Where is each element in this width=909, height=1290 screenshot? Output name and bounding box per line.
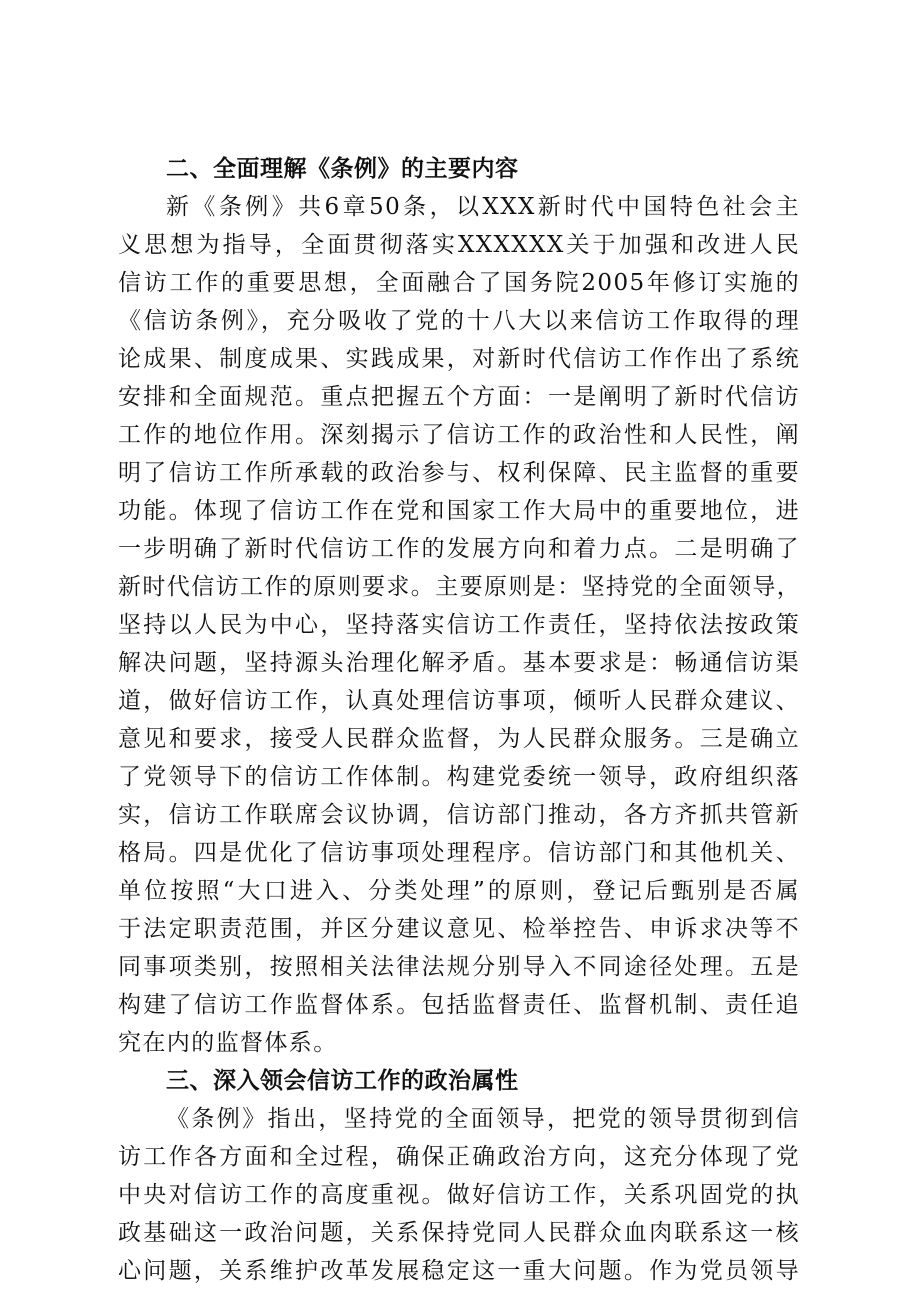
text-line: 同事项类别，按照相关法律法规分别导入不同途径处理。五是 bbox=[118, 954, 800, 980]
text-line: 构建了信访工作监督体系。包括监督责任、监督机制、责任追 bbox=[118, 992, 800, 1018]
text-line: 工作的地位作用。深刻揭示了信访工作的政治性和人民性，阐 bbox=[118, 422, 800, 448]
text-line: 道，做好信访工作，认真处理信访事项，倾听人民群众建议、 bbox=[118, 688, 800, 714]
text-line: 新时代信访工作的原则要求。主要原则是：坚持党的全面领导， bbox=[118, 574, 802, 600]
text-line: 坚持以人民为中心，坚持落实信访工作责任，坚持依法按政策 bbox=[118, 612, 800, 638]
text-line: 一步明确了新时代信访工作的发展方向和着力点。二是明确了 bbox=[118, 536, 800, 562]
text-line: 《条例》指出，坚持党的全面领导，把党的领导贯彻到信 bbox=[166, 1106, 800, 1132]
text-line: 《信访条例》，充分吸收了党的十八大以来信访工作取得的理 bbox=[118, 308, 800, 334]
text-line: 心问题，关系维护改革发展稳定这一重大问题。作为党员领导 bbox=[118, 1258, 800, 1284]
text-line: 于法定职责范围，并区分建议意见、检举控告、申诉求决等不 bbox=[118, 916, 800, 942]
text-line: 格局。四是优化了信访事项处理程序。信访部门和其他机关、 bbox=[118, 840, 800, 866]
document-page bbox=[118, 150, 800, 1290]
text-line: 论成果、制度成果、实践成果，对新时代信访工作作出了系统 bbox=[118, 346, 800, 372]
text-line: 意见和要求，接受人民群众监督，为人民群众服务。三是确立 bbox=[118, 726, 800, 752]
text-line: 政基础这一政治问题，关系保持党同人民群众血肉联系这一核 bbox=[118, 1220, 800, 1246]
text-line: 了党领导下的信访工作体制。构建党委统一领导，政府组织落 bbox=[118, 764, 800, 790]
text-line: 实，信访工作联席会议协调，信访部门推动，各方齐抓共管新 bbox=[118, 802, 800, 828]
text-line: 访工作各方面和全过程，确保正确政治方向，这充分体现了党 bbox=[118, 1144, 800, 1170]
text-line: 功能。体现了信访工作在党和国家工作大局中的重要地位，进 bbox=[118, 498, 800, 524]
text-line: 安排和全面规范。重点把握五个方面：一是阐明了新时代信访 bbox=[118, 384, 800, 410]
text-line: 信访工作的重要思想，全面融合了国务院2005年修订实施的 bbox=[118, 270, 800, 296]
text-line: 单位按照“大口进入、分类处理”的原则，登记后甄别是否属 bbox=[118, 878, 800, 904]
section-3-body bbox=[118, 1100, 800, 1290]
text-line: 解决问题，坚持源头治理化解矛盾。基本要求是：畅通信访渠 bbox=[118, 650, 800, 676]
section-3-heading: 三、深入领会信访工作的政治属性 bbox=[166, 1068, 519, 1094]
text-line: 新《条例》共6章50条，以XXX新时代中国特色社会主 bbox=[166, 194, 800, 220]
section-2-body bbox=[118, 188, 800, 1062]
text-line: 究在内的监督体系。 bbox=[118, 1030, 338, 1056]
text-line: 明了信访工作所承载的政治参与、权利保障、民主监督的重要 bbox=[118, 460, 800, 486]
text-line: 中央对信访工作的高度重视。做好信访工作，关系巩固党的执 bbox=[118, 1182, 800, 1208]
section-2-heading: 二、全面理解《条例》的主要内容 bbox=[166, 156, 519, 182]
text-line: 义思想为指导，全面贯彻落实XXXXXX关于加强和改进人民 bbox=[118, 232, 800, 258]
